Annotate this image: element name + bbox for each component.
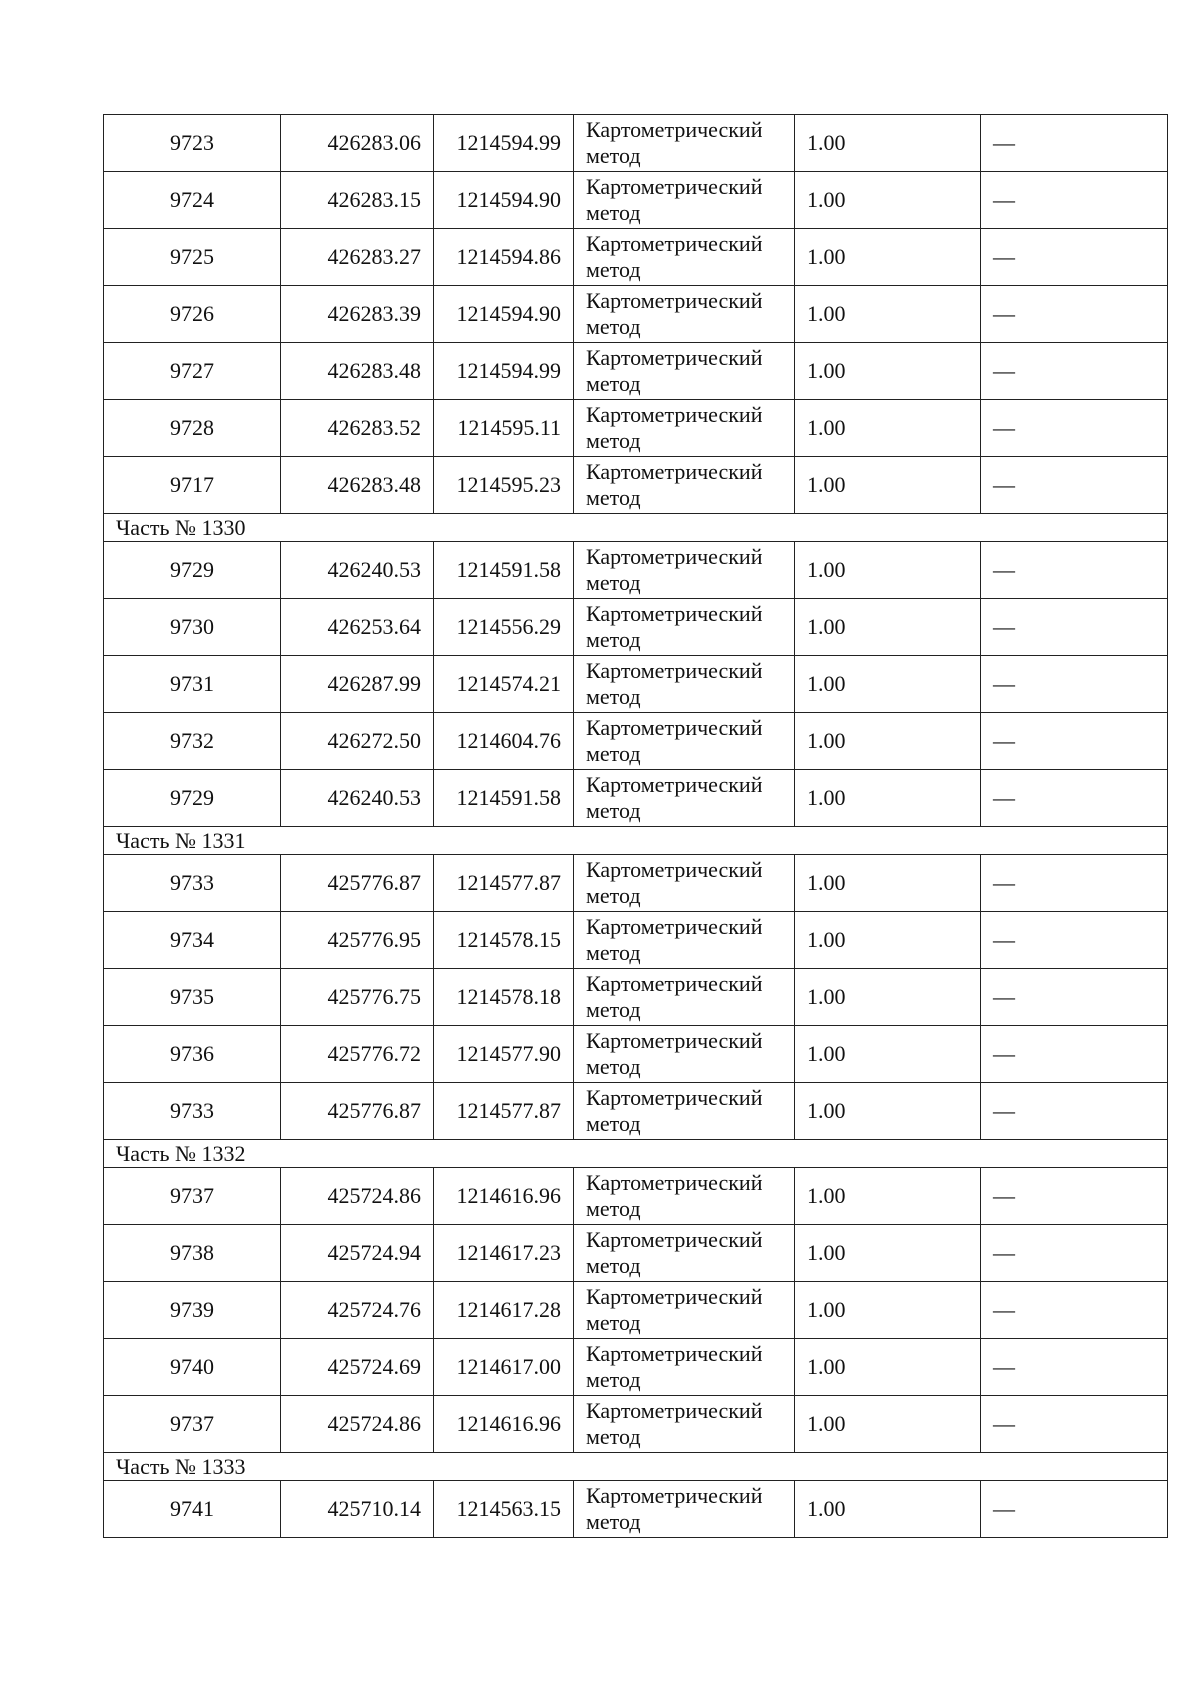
part-header-row	[104, 827, 1168, 855]
table-row	[104, 343, 1168, 400]
note-cell: —	[981, 1481, 1168, 1538]
x-coordinate-cell: 426283.52	[281, 400, 434, 457]
y-coordinate-cell: 1214578.15	[434, 912, 574, 969]
note-cell: —	[981, 770, 1168, 827]
accuracy-cell: 1.00	[795, 1282, 981, 1339]
note-cell: —	[981, 286, 1168, 343]
accuracy-cell: 1.00	[795, 1396, 981, 1453]
coordinates-table	[103, 114, 1168, 1538]
table-row	[104, 172, 1168, 229]
point-number-cell: 9717	[104, 457, 281, 514]
y-coordinate-cell: 1214556.29	[434, 599, 574, 656]
accuracy-cell: 1.00	[795, 855, 981, 912]
point-number-cell: 9730	[104, 599, 281, 656]
y-coordinate-cell: 1214616.96	[434, 1396, 574, 1453]
method-cell: Картометрический метод	[574, 1225, 795, 1282]
y-coordinate-cell: 1214578.18	[434, 969, 574, 1026]
point-number-cell: 9733	[104, 855, 281, 912]
x-coordinate-cell: 426240.53	[281, 770, 434, 827]
point-number-cell: 9733	[104, 1083, 281, 1140]
note-cell: —	[981, 400, 1168, 457]
accuracy-cell: 1.00	[795, 713, 981, 770]
x-coordinate-cell: 426283.27	[281, 229, 434, 286]
accuracy-cell: 1.00	[795, 286, 981, 343]
table-row	[104, 1339, 1168, 1396]
accuracy-cell: 1.00	[795, 969, 981, 1026]
note-cell: —	[981, 599, 1168, 656]
part-label: Часть № 1332	[104, 1140, 1168, 1168]
point-number-cell: 9741	[104, 1481, 281, 1538]
accuracy-cell: 1.00	[795, 229, 981, 286]
note-cell: —	[981, 1339, 1168, 1396]
accuracy-cell: 1.00	[795, 343, 981, 400]
method-cell: Картометрический метод	[574, 1282, 795, 1339]
y-coordinate-cell: 1214617.28	[434, 1282, 574, 1339]
accuracy-cell: 1.00	[795, 542, 981, 599]
accuracy-cell: 1.00	[795, 656, 981, 713]
table-row	[104, 1225, 1168, 1282]
method-cell: Картометрический метод	[574, 599, 795, 656]
y-coordinate-cell: 1214617.23	[434, 1225, 574, 1282]
x-coordinate-cell: 426253.64	[281, 599, 434, 656]
point-number-cell: 9728	[104, 400, 281, 457]
note-cell: —	[981, 542, 1168, 599]
method-cell: Картометрический метод	[574, 229, 795, 286]
x-coordinate-cell: 425724.76	[281, 1282, 434, 1339]
point-number-cell: 9729	[104, 542, 281, 599]
table-row	[104, 1396, 1168, 1453]
table-row	[104, 286, 1168, 343]
part-label: Часть № 1333	[104, 1453, 1168, 1481]
x-coordinate-cell: 425776.95	[281, 912, 434, 969]
y-coordinate-cell: 1214577.87	[434, 1083, 574, 1140]
note-cell: —	[981, 1083, 1168, 1140]
point-number-cell: 9735	[104, 969, 281, 1026]
x-coordinate-cell: 426272.50	[281, 713, 434, 770]
table-body	[104, 115, 1168, 1538]
accuracy-cell: 1.00	[795, 457, 981, 514]
point-number-cell: 9737	[104, 1168, 281, 1225]
accuracy-cell: 1.00	[795, 1225, 981, 1282]
y-coordinate-cell: 1214594.90	[434, 172, 574, 229]
point-number-cell: 9737	[104, 1396, 281, 1453]
table-row	[104, 1282, 1168, 1339]
table-row	[104, 400, 1168, 457]
accuracy-cell: 1.00	[795, 1168, 981, 1225]
point-number-cell: 9723	[104, 115, 281, 172]
y-coordinate-cell: 1214591.58	[434, 542, 574, 599]
point-number-cell: 9727	[104, 343, 281, 400]
accuracy-cell: 1.00	[795, 912, 981, 969]
table-row	[104, 1026, 1168, 1083]
table-row	[104, 115, 1168, 172]
y-coordinate-cell: 1214616.96	[434, 1168, 574, 1225]
part-label: Часть № 1331	[104, 827, 1168, 855]
method-cell: Картометрический метод	[574, 855, 795, 912]
table-row	[104, 912, 1168, 969]
method-cell: Картометрический метод	[574, 1083, 795, 1140]
table-row	[104, 656, 1168, 713]
point-number-cell: 9732	[104, 713, 281, 770]
note-cell: —	[981, 457, 1168, 514]
point-number-cell: 9731	[104, 656, 281, 713]
y-coordinate-cell: 1214563.15	[434, 1481, 574, 1538]
point-number-cell: 9736	[104, 1026, 281, 1083]
y-coordinate-cell: 1214574.21	[434, 656, 574, 713]
x-coordinate-cell: 426287.99	[281, 656, 434, 713]
note-cell: —	[981, 1168, 1168, 1225]
x-coordinate-cell: 425724.94	[281, 1225, 434, 1282]
note-cell: —	[981, 115, 1168, 172]
point-number-cell: 9724	[104, 172, 281, 229]
table-row	[104, 1168, 1168, 1225]
accuracy-cell: 1.00	[795, 1339, 981, 1396]
x-coordinate-cell: 425724.86	[281, 1396, 434, 1453]
method-cell: Картометрический метод	[574, 115, 795, 172]
y-coordinate-cell: 1214604.76	[434, 713, 574, 770]
y-coordinate-cell: 1214617.00	[434, 1339, 574, 1396]
table-row	[104, 713, 1168, 770]
y-coordinate-cell: 1214594.90	[434, 286, 574, 343]
accuracy-cell: 1.00	[795, 172, 981, 229]
accuracy-cell: 1.00	[795, 1083, 981, 1140]
x-coordinate-cell: 425724.69	[281, 1339, 434, 1396]
method-cell: Картометрический метод	[574, 343, 795, 400]
method-cell: Картометрический метод	[574, 713, 795, 770]
method-cell: Картометрический метод	[574, 172, 795, 229]
table-row	[104, 599, 1168, 656]
table-row	[104, 1481, 1168, 1538]
note-cell: —	[981, 229, 1168, 286]
table-row	[104, 770, 1168, 827]
method-cell: Картометрический метод	[574, 457, 795, 514]
accuracy-cell: 1.00	[795, 400, 981, 457]
note-cell: —	[981, 1282, 1168, 1339]
note-cell: —	[981, 656, 1168, 713]
note-cell: —	[981, 713, 1168, 770]
x-coordinate-cell: 426283.06	[281, 115, 434, 172]
table-row	[104, 457, 1168, 514]
table-row	[104, 229, 1168, 286]
y-coordinate-cell: 1214595.23	[434, 457, 574, 514]
note-cell: —	[981, 1396, 1168, 1453]
table-row	[104, 855, 1168, 912]
point-number-cell: 9725	[104, 229, 281, 286]
accuracy-cell: 1.00	[795, 599, 981, 656]
x-coordinate-cell: 426283.39	[281, 286, 434, 343]
x-coordinate-cell: 426283.48	[281, 343, 434, 400]
note-cell: —	[981, 1026, 1168, 1083]
method-cell: Картометрический метод	[574, 1481, 795, 1538]
accuracy-cell: 1.00	[795, 770, 981, 827]
x-coordinate-cell: 425776.75	[281, 969, 434, 1026]
method-cell: Картометрический метод	[574, 286, 795, 343]
table-row	[104, 1083, 1168, 1140]
x-coordinate-cell: 425724.86	[281, 1168, 434, 1225]
method-cell: Картометрический метод	[574, 969, 795, 1026]
accuracy-cell: 1.00	[795, 115, 981, 172]
note-cell: —	[981, 912, 1168, 969]
y-coordinate-cell: 1214594.99	[434, 343, 574, 400]
table-row	[104, 969, 1168, 1026]
accuracy-cell: 1.00	[795, 1026, 981, 1083]
x-coordinate-cell: 426283.48	[281, 457, 434, 514]
method-cell: Картометрический метод	[574, 1339, 795, 1396]
x-coordinate-cell: 425776.87	[281, 1083, 434, 1140]
y-coordinate-cell: 1214577.90	[434, 1026, 574, 1083]
note-cell: —	[981, 172, 1168, 229]
x-coordinate-cell: 425776.87	[281, 855, 434, 912]
y-coordinate-cell: 1214594.86	[434, 229, 574, 286]
y-coordinate-cell: 1214577.87	[434, 855, 574, 912]
point-number-cell: 9738	[104, 1225, 281, 1282]
y-coordinate-cell: 1214595.11	[434, 400, 574, 457]
y-coordinate-cell: 1214594.99	[434, 115, 574, 172]
method-cell: Картометрический метод	[574, 912, 795, 969]
note-cell: —	[981, 969, 1168, 1026]
note-cell: —	[981, 343, 1168, 400]
part-label: Часть № 1330	[104, 514, 1168, 542]
method-cell: Картометрический метод	[574, 542, 795, 599]
note-cell: —	[981, 1225, 1168, 1282]
method-cell: Картометрический метод	[574, 400, 795, 457]
point-number-cell: 9729	[104, 770, 281, 827]
part-header-row	[104, 514, 1168, 542]
point-number-cell: 9739	[104, 1282, 281, 1339]
table-row	[104, 542, 1168, 599]
y-coordinate-cell: 1214591.58	[434, 770, 574, 827]
part-header-row	[104, 1140, 1168, 1168]
x-coordinate-cell: 426240.53	[281, 542, 434, 599]
point-number-cell: 9740	[104, 1339, 281, 1396]
accuracy-cell: 1.00	[795, 1481, 981, 1538]
x-coordinate-cell: 426283.15	[281, 172, 434, 229]
x-coordinate-cell: 425776.72	[281, 1026, 434, 1083]
point-number-cell: 9734	[104, 912, 281, 969]
method-cell: Картометрический метод	[574, 656, 795, 713]
point-number-cell: 9726	[104, 286, 281, 343]
x-coordinate-cell: 425710.14	[281, 1481, 434, 1538]
method-cell: Картометрический метод	[574, 1168, 795, 1225]
method-cell: Картометрический метод	[574, 1396, 795, 1453]
method-cell: Картометрический метод	[574, 1026, 795, 1083]
method-cell: Картометрический метод	[574, 770, 795, 827]
part-header-row	[104, 1453, 1168, 1481]
note-cell: —	[981, 855, 1168, 912]
